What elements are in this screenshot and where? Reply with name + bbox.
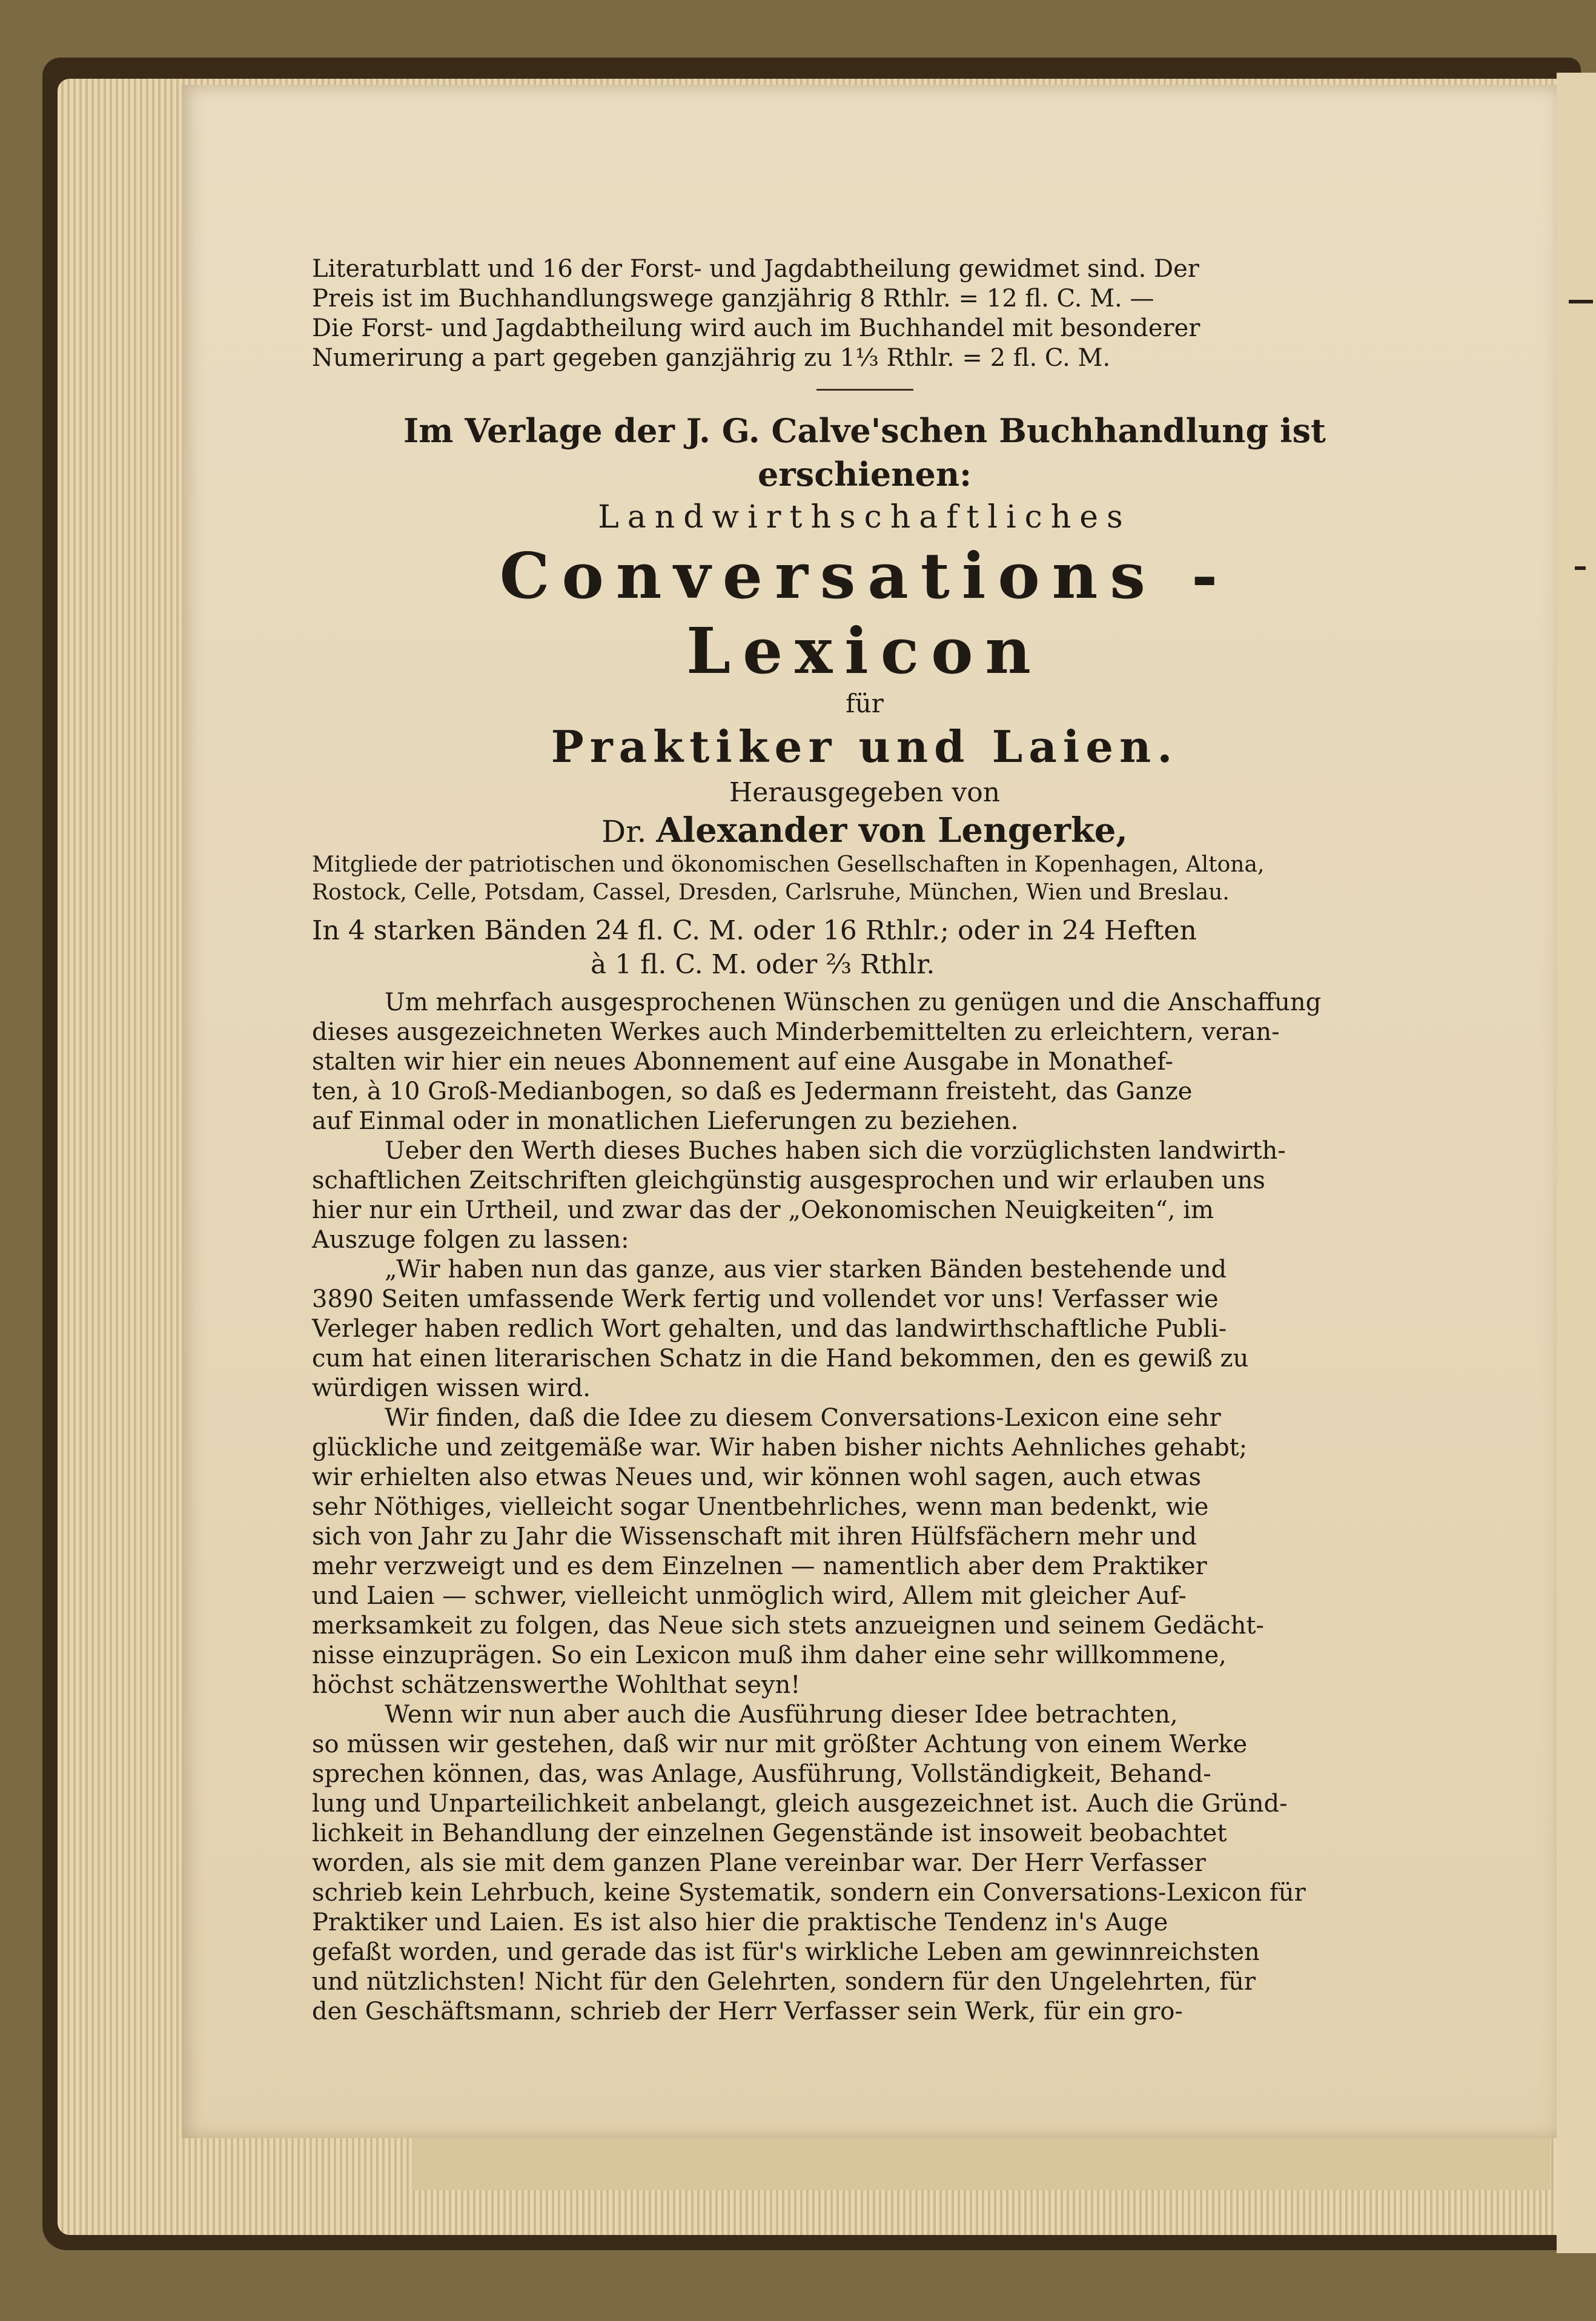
text-line: „Wir haben nun das ganze, aus vier starken Bänden bestehende und <box>385 1256 1227 1283</box>
text-line: 3890 Seiten umfassende Werk fertig und vollendet vor uns! Verfasser wie <box>312 1285 1219 1313</box>
author-name: Alexander von Lengerke, <box>656 810 1128 850</box>
text-line: den Geschäftsmann, schrieb der Herr Verfasser sein Werk, für ein gro- <box>312 1998 1183 2025</box>
text-line: Numerirung a part gegeben ganzjährig zu 1⅓ Rthlr. = 2 fl. C. M. <box>312 344 1111 372</box>
text-line: Mitgliede der patriotischen und ökonomischen Gesellschaften in Kopenhagen, Altona, <box>312 852 1265 877</box>
price-info <box>312 914 1417 982</box>
title-fuer: für <box>846 689 884 718</box>
text-line: Die Forst- und Jagdabtheilung wird auch im Buchhandel mit besonderer <box>312 314 1200 342</box>
publisher-line: Im Verlage der J. G. Calve'schen Buchhandlung ist erschienen: <box>403 411 1326 494</box>
text-line: Wir finden, daß die Idee zu diesem Conversations-Lexicon eine sehr <box>385 1404 1221 1432</box>
text-line: merksamkeit zu folgen, das Neue sich stets anzueignen und seinem Gedächt- <box>312 1612 1264 1640</box>
text-line: dieses ausgezeichneten Werkes auch Minderbemittelten zu erleichtern, veran- <box>312 1018 1280 1046</box>
text-line: schrieb kein Lehrbuch, keine Systematik, sondern ein Conversations-Lexicon für <box>312 1879 1306 1907</box>
text-line: Ueber den Werth dieses Buches haben sich die vorzüglichsten landwirth- <box>385 1137 1286 1165</box>
text-line: auf Einmal oder in monatlichen Lieferungen zu beziehen. <box>312 1107 1019 1135</box>
facing-page-edge <box>1557 73 1596 2253</box>
text-line: Wenn wir nun aber auch die Ausführung dieser Idee betrachten, <box>385 1701 1178 1729</box>
text-line: Praktiker und Laien. Es ist also hier die praktische Tendenz in's Auge <box>312 1909 1168 1936</box>
text-line: höchst schätzenswerthe Wohlthat seyn! <box>312 1671 801 1699</box>
text-line: Literaturblatt und 16 der Forst- und Jagdabtheilung gewidmet sind. Der <box>312 255 1199 283</box>
text-line: Verleger haben redlich Wort gehalten, und das landwirthschaftliche Publi- <box>312 1315 1227 1343</box>
main-title: Conversations - Lexicon <box>499 538 1230 688</box>
text-line: lung und Unparteilichkeit anbelangt, gleich ausgezeichnet ist. Auch die Gründ- <box>312 1790 1288 1818</box>
text-line: ten, à 10 Groß-Medianbogen, so daß es Jedermann freisteht, das Ganze <box>312 1078 1193 1105</box>
text-line: stalten wir hier ein neues Abonnement auf eine Ausgabe in Monathef- <box>312 1048 1174 1076</box>
body-text <box>312 988 1417 2027</box>
text-line: In 4 starken Bänden 24 fl. C. M. oder 16 Rthlr.; oder in 24 Heften <box>312 915 1197 946</box>
text-line: und Laien — schwer, vielleicht unmöglich wird, Allem mit gleicher Auf- <box>312 1582 1187 1610</box>
editor-label: Herausgegeben von <box>729 777 1001 808</box>
text-line: nisse einzuprägen. So ein Lexicon muß ihm daher eine sehr willkommene, <box>312 1641 1227 1669</box>
text-line: Preis ist im Buchhandlungswege ganzjährig 8 Rthlr. = 12 fl. C. M. — <box>312 285 1154 313</box>
membership <box>312 851 1417 907</box>
text-line: sich von Jahr zu Jahr die Wissenschaft mit ihren Hülfsfächern mehr und <box>312 1523 1197 1551</box>
text-line: und nützlichsten! Nicht für den Gelehrten, sondern für den Ungelehrten, für <box>312 1968 1256 1996</box>
text-line: so müssen wir gestehen, daß wir nur mit größter Achtung von einem Werke <box>312 1730 1248 1758</box>
text-line: hier nur ein Urtheil, und zwar das der „Oekonomischen Neuigkeiten“, im <box>312 1196 1214 1224</box>
page-text <box>312 254 1417 2027</box>
text-line: cum hat einen literarischen Schatz in die Hand bekommen, den es gewiß zu <box>312 1345 1249 1372</box>
text-line: mehr verzweigt und es dem Einzelnen — namentlich aber dem Praktiker <box>312 1552 1207 1580</box>
text-line: à 1 fl. C. M. oder ⅔ Rthlr. <box>591 949 935 980</box>
text-line: schaftlichen Zeitschriften gleichgünstig ausgesprochen und wir erlauben uns <box>312 1167 1265 1194</box>
text-line: Um mehrfach ausgesprochenen Wünschen zu genügen und die Anschaffung <box>385 988 1322 1016</box>
text-line: würdigen wissen wird. <box>312 1374 591 1402</box>
text-line: gefaßt worden, und gerade das ist für's wirkliche Leben am gewinnreichsten <box>312 1938 1260 1966</box>
text-line: glückliche und zeitgemäße war. Wir haben bisher nichts Aehnliches gehabt; <box>312 1434 1248 1462</box>
text-line: sehr Nöthiges, vielleicht sogar Unentbehrliches, wenn man bedenkt, wie <box>312 1493 1209 1521</box>
title-pre: Landwirthschaftliches <box>598 499 1131 535</box>
text-line: worden, als sie mit dem ganzen Plane vereinbar war. Der Herr Verfasser <box>312 1849 1206 1877</box>
title-sub: Praktiker und Laien. <box>551 721 1179 772</box>
author-prefix: Dr. <box>601 814 647 849</box>
intro-paragraph <box>312 254 1417 373</box>
divider <box>816 389 913 391</box>
text-line: lichkeit in Behandlung der einzelnen Gegenstände ist insoweit beobachtet <box>312 1819 1227 1847</box>
margin-mark <box>1569 300 1593 303</box>
text-line: Auszuge folgen zu lassen: <box>312 1226 629 1254</box>
author-line <box>312 811 1417 851</box>
text-line: sprechen können, das, was Anlage, Ausführung, Vollständigkeit, Behand- <box>312 1760 1211 1788</box>
text-line: Rostock, Celle, Potsdam, Cassel, Dresden, Carlsruhe, München, Wien und Breslau. <box>312 880 1230 905</box>
text-line: wir erhielten also etwas Neues und, wir können wohl sagen, auch etwas <box>312 1463 1201 1491</box>
margin-mark <box>1575 566 1586 570</box>
